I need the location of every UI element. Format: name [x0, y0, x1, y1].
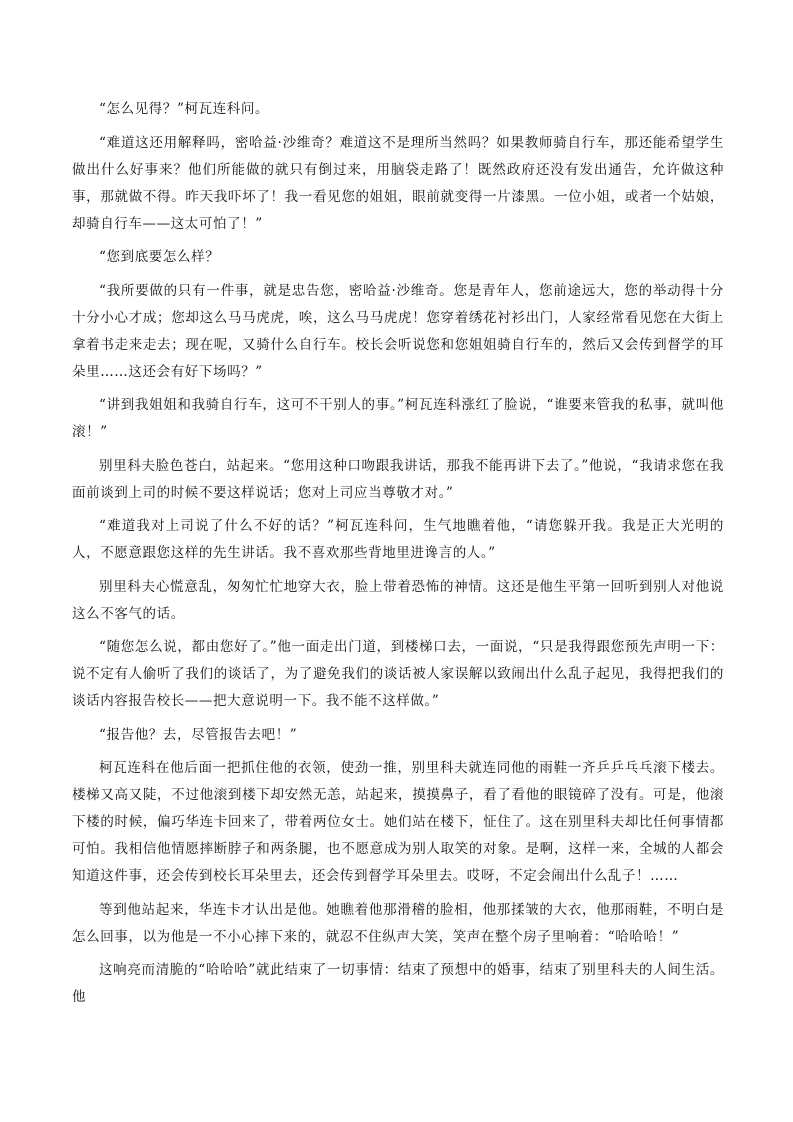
- paragraph: “难道我对上司说了什么不好的话？”柯瓦连科问，生气地瞧着他，“请您躲开我。我是正大光明的人，不愿意跟您这样的先生讲话。我不喜欢那些背地里进谗言的人。”: [72, 518, 724, 561]
- paragraph: “我所要做的只有一件事，就是忠告您，密哈益·沙维奇。您是青年人，您前途远大，您的举动得十分十分小心才成；您却这么马马虎虎，唉，这么马马虎虎！您穿着绣花衬衫出门，人家经常看见您在大街上拿着书走来走去；现在呢，又骑什么自行车。校长会听说您和您姐姐骑自行车的，然后又会传到督学的耳朵里……这还会有好下场吗？”: [72, 282, 724, 380]
- paragraph: “讲到我姐姐和我骑自行车，这可不干别人的事。”柯瓦连科涨红了脸说，“谁要来管我的私事，就叫他滚！”: [72, 397, 724, 440]
- paragraph: 这响亮而清脆的“哈哈哈”就此结束了一切事情：结束了预想中的婚事，结束了别里科夫的人间生活。他: [72, 962, 724, 1005]
- paragraph: “您到底要怎么样？: [99, 249, 220, 265]
- paragraph: 柯瓦连科在他后面一把抓住他的衣领，使劲一推，别里科夫就连同他的雨鞋一齐乒乒乓乓滚下楼去。楼梯又高又陡，不过他滚到楼下却安然无恙，站起来，摸摸鼻子，看了看他的眼镜碎了没有。可是，他滚下楼的时候，偏巧华连卡回来了，带着两位女士。她们站在楼下，怔住了。这在别里科夫却比任何事情都可怕。我相信他情愿摔断脖子和两条腿，也不愿意成为别人取笑的对象。是啊，这样一来，全城的人都会知道这件事，还会传到校长耳朵里去，还会传到督学耳朵里去。哎呀，不定会闹出什么乱子！……: [72, 760, 724, 884]
- paragraph: “随您怎么说，都由您好了。”他一面走出门道，到楼梯口去，一面说，“只是我得跟您预先声明一下：说不定有人偷听了我们的谈话了，为了避免我们的谈话被人家误解以致闹出什么乱子起见，我得把我们的谈话内容报告校长——把大意说明一下。我不能不这样做。”: [72, 639, 724, 709]
- document-body: [72, 96, 724, 1018]
- paragraph: 别里科夫心慌意乱，匆匆忙忙地穿大衣，脸上带着恐怖的神情。这还是他生平第一回听到别人对他说这么不客气的话。: [72, 578, 724, 622]
- paragraph: “报告他？去，尽管报告去吧！”: [99, 726, 298, 743]
- paragraph: 等到他站起来，华连卡才认出是他。她瞧着他那滑稽的脸相，他那揉皱的大衣，他那雨鞋，不明白是怎么回事，以为他是一不小心摔下来的，就忍不住纵声大笑，笑声在整个房子里响着：“哈哈哈！”: [72, 901, 724, 945]
- paragraph: “怎么见得？”柯瓦连科问。: [99, 101, 270, 117]
- paragraph: 别里科夫脸色苍白，站起来。“您用这种口吻跟我讲话，那我不能再讲下去了。”他说，“我请求您在我面前谈到上司的时候不要这样说话；您对上司应当尊敬才对。”: [72, 457, 724, 501]
- paragraph: “难道这还用解释吗，密哈益·沙维奇？难道这不是理所当然吗？如果教师骑自行车，那还能希望学生做出什么好事来？他们所能做的就只有倒过来，用脑袋走路了！既然政府还没有发出通告，允许做这种事，那就做不得。昨天我吓坏了！我一看见您的姐姐，眼前就变得一片漆黑。一位小姐，或者一个姑娘，却骑自行车——这太可怕了！”: [72, 134, 724, 232]
